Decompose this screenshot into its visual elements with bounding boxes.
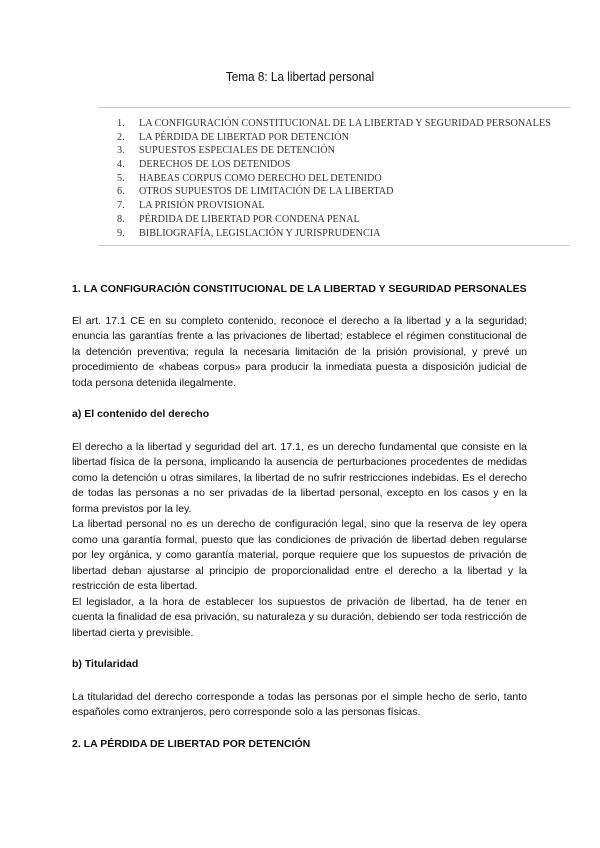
toc-item: 9. BIBLIOGRAFÍA, LEGISLACIÓN Y JURISPRUDENCIA bbox=[117, 227, 381, 239]
paragraph: La libertad personal no es un derecho de configuración legal, sino que la reserva de ley opera como una garantía formal, puesto que las condiciones de privación de libertad deben regularse por ley orgánica, y como garantía material, porque requiere que los supuestos de privación de libertad deban ajustarse al principio de proporcionalidad entre el derecho a la libertad y la restricción de esta libertad. bbox=[72, 518, 527, 592]
toc-bottom-divider bbox=[98, 245, 570, 246]
paragraph: El derecho a la libertad y seguridad del art. 17.1, es un derecho fundamental que consiste en la libertad física de la persona, implicando la ausencia de perturbaciones procedentes de medidas como la detención u otras similares, la libertad de no sufrir restricciones indebidas. Es el derecho de todas las personas a no ser privadas de la libertad personal, excepto en los casos y en la forma previstos por la ley. bbox=[72, 440, 527, 515]
document-title: Tema 8: La libertad personal bbox=[225, 70, 375, 84]
toc-item: 7. LA PRISIÓN PROVISIONAL bbox=[117, 200, 265, 212]
subsection-a-body bbox=[72, 440, 527, 642]
toc-item: 8. PÉRDIDA DE LIBERTAD POR CONDENA PENAL bbox=[117, 213, 360, 225]
toc-item: 1. LA CONFIGURACIÓN CONSTITUCIONAL DE LA LIBERTAD Y SEGURIDAD PERSONALES bbox=[117, 118, 551, 129]
toc-item: 2. LA PÉRDIDA DE LIBERTAD POR DETENCIÓN bbox=[117, 131, 349, 143]
toc-item: 3. SUPUESTOS ESPECIALES DE DETENCIÓN bbox=[117, 145, 335, 157]
toc-item: 5. HABEAS CORPUS COMO DERECHO DEL DETENIDO bbox=[117, 172, 382, 184]
document-body bbox=[72, 282, 527, 769]
table-of-contents bbox=[117, 117, 577, 240]
toc-item: 4. DERECHOS DE LOS DETENIDOS bbox=[117, 159, 291, 171]
subsection-b-heading: b) Titularidad bbox=[72, 658, 139, 670]
subsection-b-paragraph: La titularidad del derecho corresponde a todas las personas por el simple hecho de serlo, tanto españoles como extranjeros, pero corresponde solo a las personas físicas. bbox=[72, 690, 527, 718]
section-1-heading: 1. LA CONFIGURACIÓN CONSTITUCIONAL DE LA LIBERTAD Y SEGURIDAD PERSONALES bbox=[72, 283, 527, 295]
subsection-a-heading: a) El contenido del derecho bbox=[72, 408, 210, 420]
paragraph: El legislador, a la hora de establecer los supuestos de privación de libertad, ha de tener en cuenta la finalidad de esa privación, su naturaleza y su duración, debiendo ser toda restricción de libertad cierta y previsible. bbox=[72, 595, 527, 639]
toc-item: 6. OTROS SUPUESTOS DE LIMITACIÓN DE LA LIBERTAD bbox=[117, 186, 394, 198]
toc-top-divider bbox=[98, 107, 570, 108]
section-2-heading: 2. LA PÉRDIDA DE LIBERTAD POR DETENCIÓN bbox=[72, 737, 311, 750]
section-1-intro: El art. 17.1 CE en su completo contenido, reconoce el derecho a la libertad y a la seguridad; enuncia las garantías frente a las privaciones de libertad; establece el régimen constitucional de la detención preventiva; regula la necesaria limitación de la prisión provisional, y prevé un procedimiento de «habeas corpus» para producir la inmediata puesta a disposición judicial de toda persona detenida ilegalmente. bbox=[72, 314, 527, 389]
